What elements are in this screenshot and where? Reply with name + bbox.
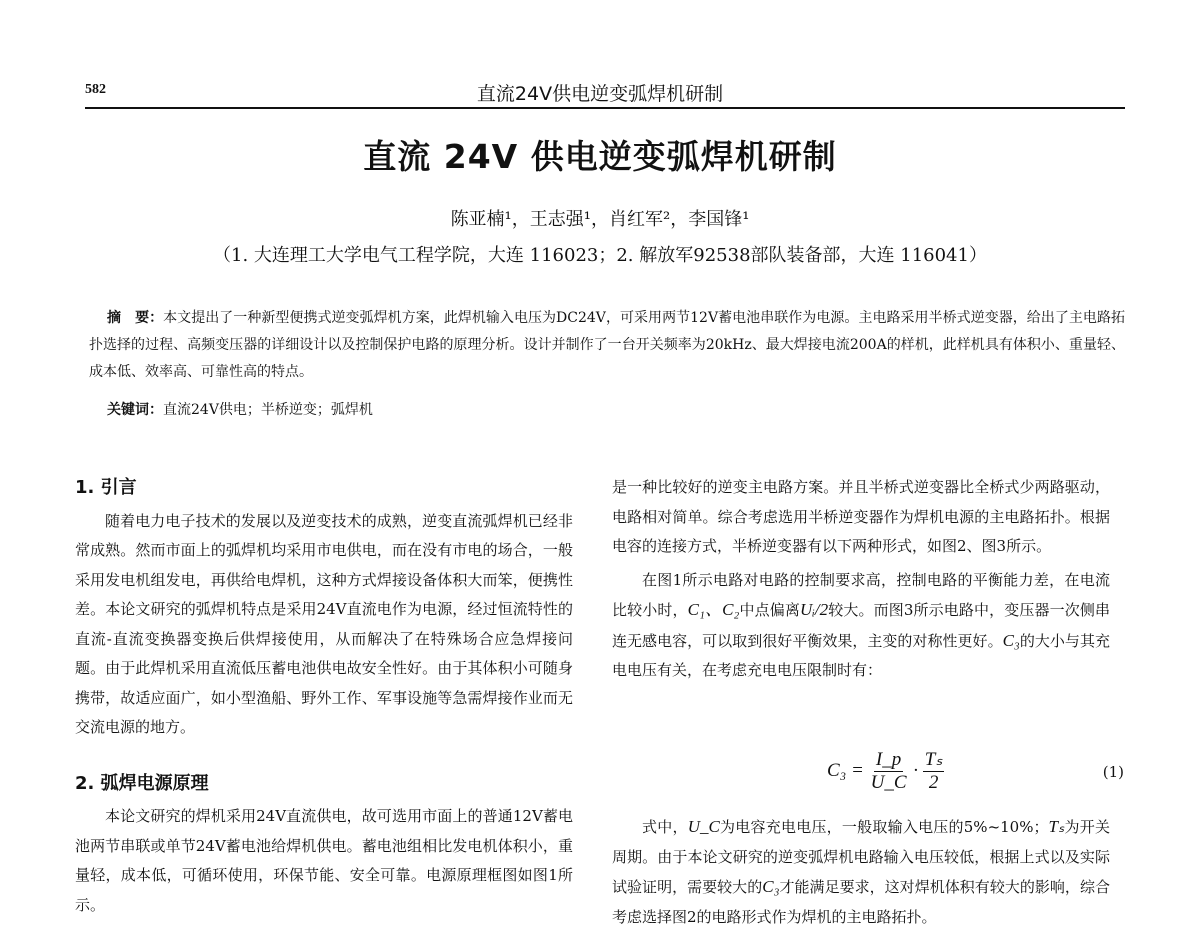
- text-run: 在图1所示电路对电路的控制要求高，控制电路的平衡能力差，在电流比较小时，: [612, 570, 1110, 619]
- abstract-text: 本文提出了一种新型便携式逆变弧焊机方案，此焊机输入电压为DC24V，可采用两节12V蓄电池串联作为电源。主电路采用半桥式逆变器，给出了主电路拓扑选择的过程、高频变压器的详细设计以及控制保护电路的原理分析。设计并制作了一台开关频率为20kHz、最大焊接电流200A的样机，此样机具有体积小、重量轻、成本低、效率高、可靠性高的特点。: [89, 310, 1125, 380]
- author-list: 陈亚楠¹，王志强¹，肖红军²，李国锋¹: [450, 209, 750, 230]
- affiliation: （1. 大连理工大学电气工程学院，大连 116023；2. 解放军92538部队装备部，大连 116041）: [213, 245, 987, 266]
- fraction-numerator: Tₛ: [924, 749, 943, 770]
- paper-title: 直流 24V 供电逆变弧焊机研制: [363, 137, 837, 176]
- fraction-ts-2: [923, 749, 945, 794]
- right-paragraph-3: [612, 812, 1110, 932]
- text-run: 的大小与其充电电压有关，在考虑充电电压限制时有：: [612, 631, 1110, 679]
- equation-lhs: C₃ =: [827, 759, 864, 781]
- text-run: 为开关周期。由于本论文研究的逆变弧焊机电路输入电压较低，根据上式以及实际试验证明，需要较大的: [612, 818, 1110, 896]
- text-run: 较大。而图3所示电路中，变压器一次侧串连无感电容，可以取到很好平衡效果，主变的对称性更好。: [612, 601, 1110, 650]
- math-uc: U_C: [687, 817, 720, 836]
- math-c1-c2: C₁、C₂: [687, 600, 740, 619]
- multiply-dot: ·: [913, 759, 919, 781]
- equation-1: [612, 745, 1124, 805]
- fraction-numerator: I_p: [875, 749, 902, 770]
- text-run: 中点偏离: [739, 601, 800, 619]
- fraction-denominator: 2: [928, 772, 939, 793]
- section-1-heading: 1. 引言: [75, 477, 137, 498]
- math-ui-half: Uᵢ/2: [799, 600, 829, 619]
- equation-body: [827, 749, 944, 794]
- math-ts: Tₛ: [1048, 817, 1065, 836]
- text-run: 式中，: [642, 818, 688, 836]
- text-run: 才能满足要求，这对焊机体积有较大的影响，综合考虑选择图2的电路形式作为焊机的主电路拓扑。: [612, 878, 1110, 926]
- header-rule: [85, 107, 1125, 109]
- page-number: 582: [85, 82, 106, 97]
- section-2-paragraph: 本论文研究的焊机采用24V直流供电，故可选用市面上的普通12V蓄电池两节串联或单节24V蓄电池给焊机供电。蓄电池组相比发电机体积小，重量轻，成本低，可循环使用，环保节能、安全可靠。电源原理框图如图1所示。: [75, 807, 573, 914]
- math-c3: C₃: [762, 877, 780, 896]
- right-paragraph-2: [612, 566, 1110, 686]
- fraction-denominator: U_C: [870, 772, 907, 793]
- fraction-ip-uc: [869, 749, 909, 794]
- abstract-label: 摘 要：: [107, 310, 164, 326]
- keywords: [89, 397, 1125, 424]
- left-column: [75, 473, 573, 920]
- right-paragraph-1: 是一种比较好的逆变主电路方案。并且半桥式逆变器比全桥式少两路驱动，电路相对简单。综合考虑选用半桥逆变器作为焊机电源的主电路拓扑。根据电容的连接方式，半桥逆变器有以下两种形式，如图2、图3所示。: [612, 478, 1110, 555]
- math-c3: C₃: [1002, 630, 1020, 650]
- equation-number: (1): [1102, 763, 1124, 781]
- section-2-heading: 2. 弧焊电源原理: [75, 772, 209, 794]
- text-run: 为电容充电电压，一般取输入电压的5%~10%；: [719, 818, 1049, 836]
- keywords-text: 直流24V供电；半桥逆变；弧焊机: [163, 402, 373, 418]
- abstract: [89, 305, 1125, 386]
- keywords-label: 关键词：: [107, 402, 163, 418]
- right-column: [612, 473, 1110, 686]
- running-title: 直流24V供电逆变弧焊机研制: [476, 83, 724, 105]
- section-1-paragraph: 随着电力电子技术的发展以及逆变技术的成熟，逆变直流弧焊机已经非常成熟。然而市面上的弧焊机均采用市电供电，而在没有市电的场合，一般采用发电机组发电，再供给电焊机，这种方式焊接设备体积大而笨，便携性差。本论文研究的弧焊机特点是采用24V直流电作为电源，经过恒流特性的直流-直流变换器变换后供焊接使用，从而解决了在特殊场合应急焊接问题。由于此焊机采用直流低压蓄电池供电故安全性好。由于其体积小可随身携带，故适应面广，如小型渔船、野外工作、军事设施等急需焊接作业而无交流电源的地方。: [75, 511, 573, 736]
